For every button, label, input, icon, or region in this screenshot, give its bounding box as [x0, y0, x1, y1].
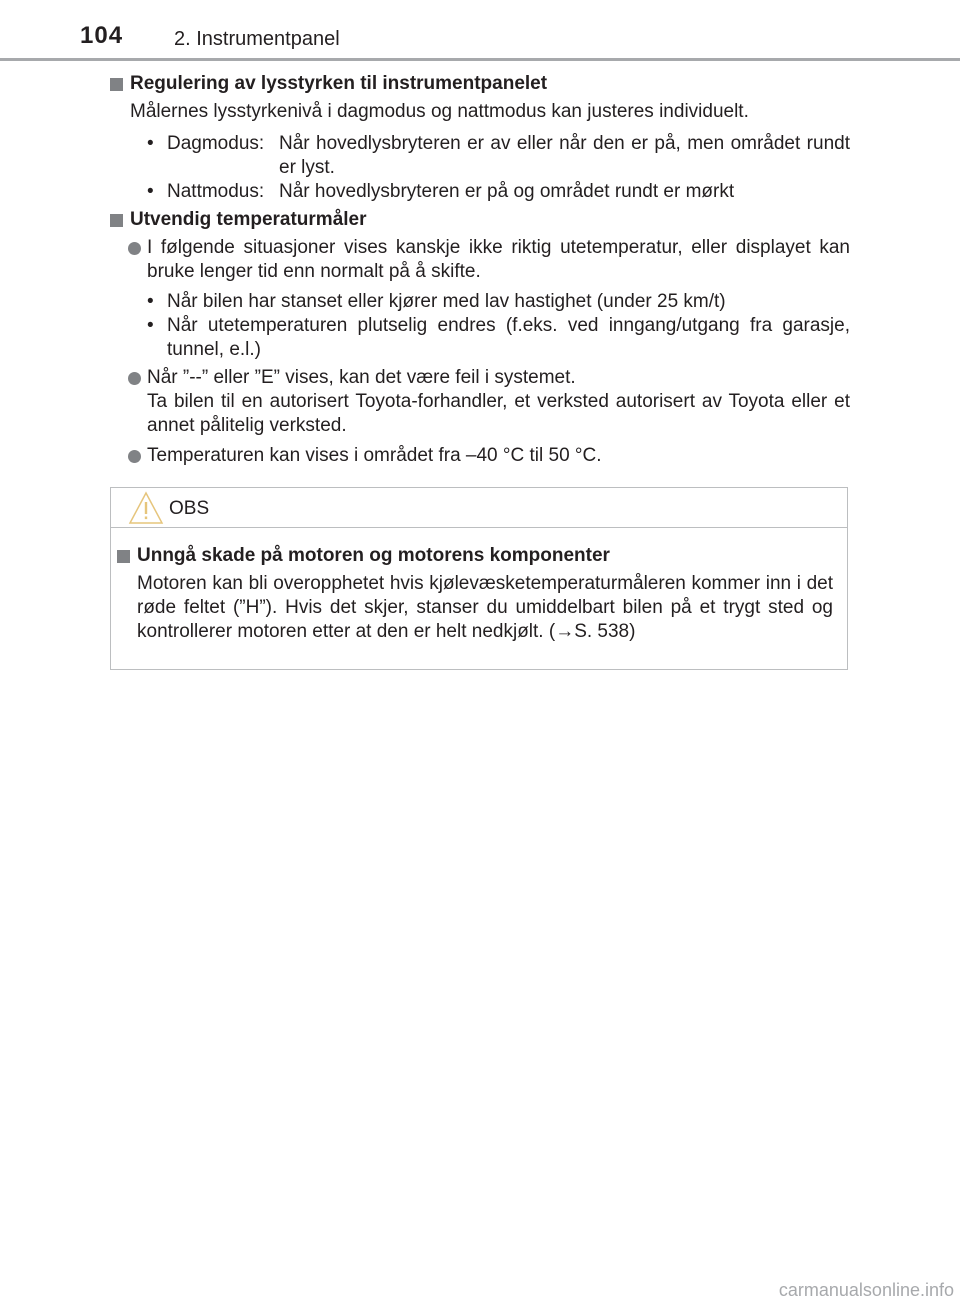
term-label: Nattmodus:: [167, 181, 265, 202]
point-text: Temperaturen kan vises i området fra –40 °C til 50 °C.: [147, 445, 602, 466]
list-item: [110, 314, 850, 362]
square-bullet-icon: [117, 550, 130, 563]
point-item: [110, 366, 850, 438]
notice-title: [117, 544, 833, 568]
point-item: [110, 236, 850, 284]
main-content: [110, 72, 850, 474]
term-text: Når hovedlysbryteren er av eller når den er på, men området rundt er lyst.: [279, 133, 850, 178]
list-item: [110, 290, 850, 314]
section-title-brightness: [110, 72, 850, 96]
bullet-dot-icon: •: [147, 291, 154, 312]
square-bullet-icon: [110, 214, 123, 227]
section-title-text: Utvendig temperaturmåler: [130, 209, 367, 230]
notice-label: OBS: [169, 498, 210, 519]
list-item-day-mode: [110, 132, 850, 180]
watermark[interactable]: carmanualsonline.info: [778, 1280, 954, 1300]
bullet-dot-icon: •: [147, 315, 154, 336]
term-label: Dagmodus:: [167, 133, 265, 154]
circle-bullet-icon: [128, 372, 141, 385]
notice-body: [117, 544, 833, 652]
section-title-text: Regulering av lysstyrken til instrumentpanelet: [130, 73, 548, 94]
point-text: I følgende situasjoner vises kanskje ikke riktig utetemperatur, eller displayet kan bruke lenger tid enn normalt på å skifte.: [147, 237, 850, 282]
bullet-dot-icon: •: [147, 133, 154, 154]
point-item: [110, 444, 850, 468]
bullet-dot-icon: •: [147, 181, 154, 202]
notice-title-text: Unngå skade på motoren og motorens komponenter: [137, 545, 610, 566]
point-text-continued: Ta bilen til en autorisert Toyota-forhandler, et verksted autorisert av Toyota eller et annet pålitelig verksted.: [147, 391, 850, 436]
square-bullet-icon: [110, 78, 123, 91]
chapter-title: 2. Instrumentpanel: [174, 28, 340, 50]
circle-bullet-icon: [128, 450, 141, 463]
list-item-text: Når utetemperaturen plutselig endres (f.eks. ved inngang/utgang fra garasje, tunnel, e.l.): [167, 315, 850, 360]
header-divider: [0, 58, 960, 61]
notice-text: Motoren kan bli overopphetet hvis kjølevæsketemperaturmåleren kommer inn i det røde feltet (”H”). Hvis det skjer, stanser du umiddelbart bilen på et trygt sted og kontrollerer motoren etter at den er helt nedkjølt. (→S. 538): [137, 573, 833, 642]
term-text: Når hovedlysbryteren er på og området rundt er mørkt: [279, 181, 735, 202]
warning-triangle-icon: [128, 491, 164, 525]
list-item-text: Når bilen har stanset eller kjører med lav hastighet (under 25 km/t): [167, 291, 726, 312]
list-item-night-mode: [110, 180, 850, 204]
page-header: [0, 0, 960, 62]
section-intro: Målernes lysstyrkenivå i dagmodus og nattmodus kan justeres individuelt.: [130, 101, 749, 122]
notice-box: [110, 487, 848, 670]
circle-bullet-icon: [128, 242, 141, 255]
section-title-temperature: [110, 208, 850, 232]
notice-header: [111, 488, 847, 528]
page-number: 104: [80, 22, 124, 49]
point-text: Når ”--” eller ”E” vises, kan det være feil i systemet.: [147, 367, 576, 388]
